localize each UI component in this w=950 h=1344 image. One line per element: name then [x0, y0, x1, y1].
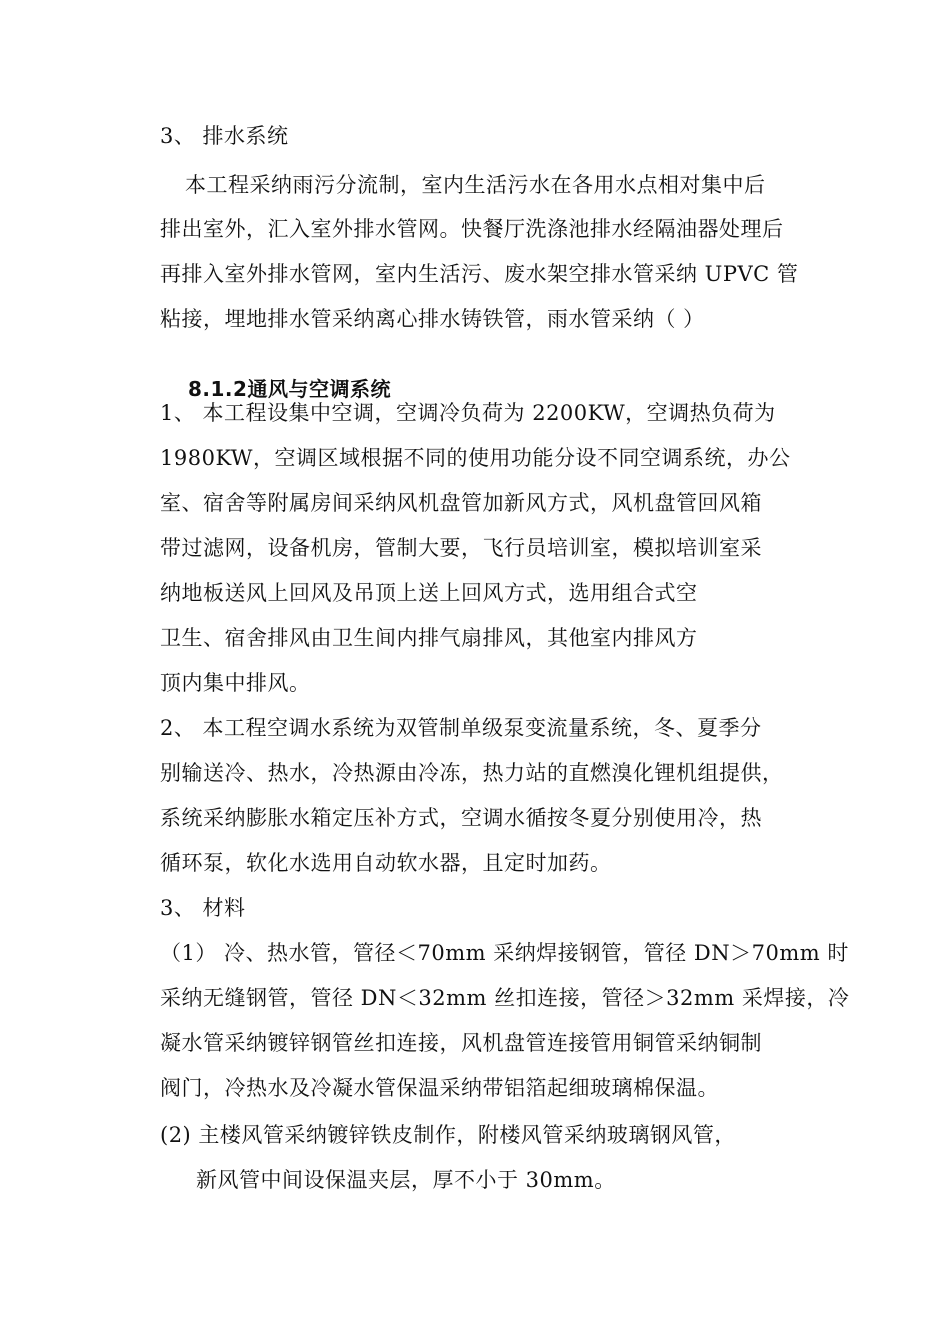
drainage-line-1: 本工程采纳雨污分流制，室内生活污水在各用水点相对集中后 [185, 173, 766, 197]
hvac-item1-line-4: 带过滤网，设备机房，管制大要，飞行员培训室，模拟培训室采 [160, 536, 762, 560]
drainage-line-4: 粘接，埋地排水管采纳离心排水铸铁管，雨水管采纳（ ） [160, 307, 705, 331]
hvac-item1-line-3: 室、宿舍等附属房间采纳风机盘管加新风方式，风机盘管回风箱 [160, 491, 762, 515]
material1-line-3: 凝水管采纳镀锌钢管丝扣连接，风机盘管连接管用铜管采纳铜制 [160, 1031, 762, 1055]
drainage-line-3: 再排入室外排水管网，室内生活污、废水架空排水管采纳 UPVC 管 [160, 262, 799, 286]
hvac-item1-line-6: 卫生、宿舍排风由卫生间内排气扇排风，其他室内排风方 [160, 626, 698, 650]
materials-heading: 3、 材料 [160, 896, 246, 920]
material1-line-2: 采纳无缝钢管，管径 DN＜32mm 丝扣连接，管径＞32mm 采焊接，冷 [160, 986, 850, 1010]
hvac-item2-line-1: 2、 本工程空调水系统为双管制单级泵变流量系统，冬、夏季分 [160, 716, 762, 740]
hvac-section-heading: 8.1.2通风与空调系统 [188, 377, 391, 401]
material1-line-4: 阀门，冷热水及冷凝水管保温采纳带铝箔起细玻璃棉保温。 [160, 1076, 719, 1100]
hvac-item2-line-4: 循环泵，软化水选用自动软水器，且定时加药。 [160, 851, 612, 875]
hvac-item2-line-3: 系统采纳膨胀水箱定压补方式，空调水循按冬夏分别使用冷，热 [160, 806, 762, 830]
material2-line-1: (2) 主楼风管采纳镀锌铁皮制作，附楼风管采纳玻璃钢风管， [160, 1123, 736, 1147]
hvac-item1-line-2: 1980KW，空调区域根据不同的使用功能分设不同空调系统，办公 [160, 446, 791, 470]
material2-line-2: 新风管中间设保温夹层，厚不小于 30mm。 [196, 1168, 616, 1192]
material1-line-1: （1） 冷、热水管，管径＜70mm 采纳焊接钢管，管径 DN＞70mm 时 [160, 941, 849, 965]
hvac-item1-line-1: 1、 本工程设集中空调，空调冷负荷为 2200KW，空调热负荷为 [160, 401, 776, 425]
drainage-heading: 3、 排水系统 [160, 124, 289, 148]
hvac-item2-line-2: 别输送冷、热水，冷热源由冷冻，热力站的直燃溴化锂机组提供， [160, 761, 784, 785]
drainage-line-2: 排出室外，汇入室外排水管网。快餐厅洗涤池排水经隔油器处理后 [160, 217, 784, 241]
hvac-item1-line-5: 纳地板送风上回风及吊顶上送上回风方式，选用组合式空 [160, 581, 698, 605]
hvac-item1-line-7: 顶内集中排风。 [160, 671, 311, 695]
